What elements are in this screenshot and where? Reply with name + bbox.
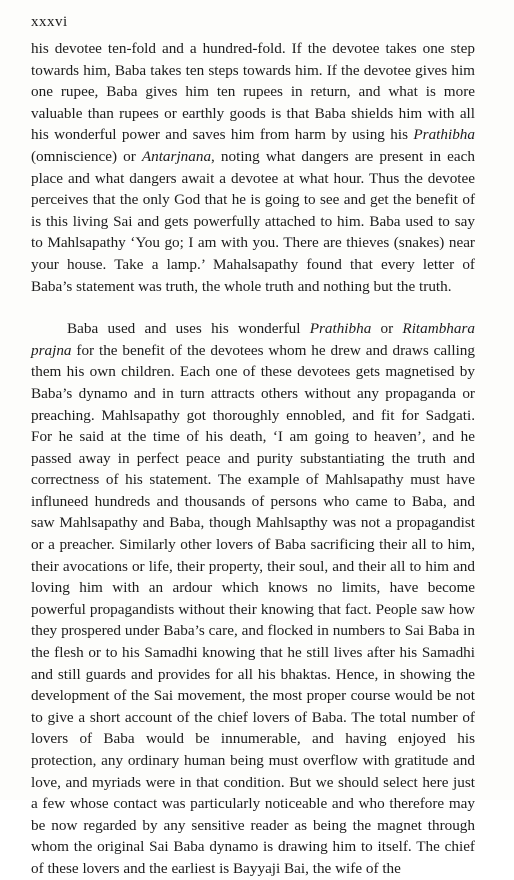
paragraph-2 [31,318,475,879]
text-segment: , noting what dangers are present in each place and what dangers await a devotee at what hour. Thus the devotee perceives that the only God that he is going to see and get the benefit of is this living Sai and gets powerfully attached to him. Baba used to say to Mahlsapathy ‘You go; I am with you. There are thieves (snakes) near your house. Take a lamp.’ Mahalsapathy found that every letter of Baba’s statement was truth, the whole truth and nothing but the truth. [31,147,475,295]
italic-term-prathibha: Prathibha [309,320,372,338]
text-segment: or [371,320,403,338]
paragraph-1 [31,38,475,297]
text-segment: for the benefit of the devotees whom he drew and draws calling them his own children. Each one of these devotees gets magnetised by Baba’s dynamo and in turn attracts others without any propaganda or preaching. Mahlsapathy got thoroughly ennobled, and fit for Sadgati. For he said at the time of his death, ‘I am going to heaven’, and he passed away in perfect peace and purity substantiating the truth and correctness of his statement. The example of Mahlsapathy must have influneed hundreds and thousands of persons who came to Baba, and saw Mahlsapathy and Baba, though Mahlsapthy was not a propagandist or a preacher. Similarly other lovers of Baba sacrificing their all to him, their avocations or life, their property, their soul, and their all to him and loving him with an ardour which knows no limits, have become powerful propagandists without their knowing that fact. People saw how they prospered under Baba’s care, and flocked in numbers to Sai Baba in the flesh or to his Samadhi knowing that he still lives after his Samadhi and still guards and provides for all his bhaktas. Hence, in showing the development of the Sai movement, the most proper course would be not to give a short account of the chief lovers of Baba. The total number of lovers of Baba would be innumerable, and having enjoyed his protection, any ordinary human being must overflow with gratitude and love, and myriads were in that condition. But we should select here just a few whose contact was particularly noticeable and who therefore may be now regarded by any sensitive reader as being the magnet through whom the original Sai Baba dynamo is drawing him to itself. The chief of these lovers and the earliest is Bayyaji Bai, the wife of the [31,341,475,877]
body-text [31,38,475,880]
italic-term-ritambhara-prajna: Ritambhara prajna [31,320,475,359]
page-number: xxxvi [31,14,68,30]
italic-term-prathibha: Prathibha [413,126,475,144]
italic-term-antarjnana: Antarjnana [141,147,212,165]
text-segment: Baba used and uses his wonderful [67,320,310,338]
text-segment: his devotee ten-fold and a hundred-fold. If the devotee takes one step towards him, Baba takes ten steps towards him. If the devotee gives him one rupee, Baba gives him ten rupees in return, and what is more valuable than rupees or earthly goods is that Baba shields him with all his wonderful power and saves him from harm by using his [31,40,475,144]
text-segment: (omniscience) or [31,147,142,165]
